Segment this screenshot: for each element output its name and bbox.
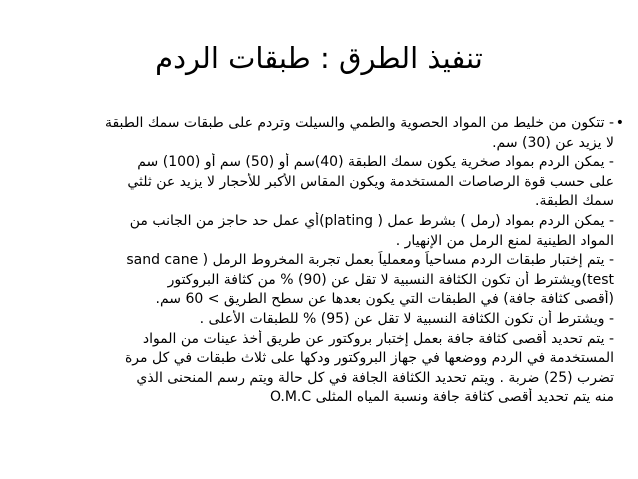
text-line: سمك الطبقة.	[535, 193, 614, 210]
slide-body	[16, 114, 624, 408]
text-line: - يمكن الردم بمواد صخرية يكون سمك الطبقة (40)سم أو (50) سم أو (100) سم	[137, 154, 614, 171]
text-line: - يتم إختبار طبقات الردم مساحياً ومعملياً بعمل تجربة المخروط الرمل ( sand cane	[126, 252, 614, 269]
text-line: منه يتم تحديد أقصى كثافة جافة ونسبة المياه المثلى O.M.C	[269, 389, 614, 406]
bullet-dot: •	[615, 115, 624, 131]
text-line: المواد الطينية لمنع الرمل من الإنهيار .	[395, 232, 614, 249]
slide-title: تنفيذ الطرق : طبقات الردم	[155, 41, 483, 75]
paragraph-testing	[16, 251, 614, 329]
paragraph-sand-fill	[16, 212, 614, 251]
paragraph-proctor	[16, 330, 614, 408]
paragraph-rock-fill	[16, 153, 614, 212]
text-line: - يتم تحديد أقصى كثافة جافة بعمل إختبار بروكتور عن طريق أخذ عينات من المواد	[142, 330, 614, 347]
text-line: لا يزيد عن (30) سم.	[492, 134, 614, 151]
paragraph-layer-composition	[16, 114, 614, 153]
text-line: - يمكن الردم بمواد (رمل ) بشرط عمل ( plating)أي عمل حد حاجز من الجانب من	[129, 212, 614, 229]
text-line: - ويشترط أن تكون الكثافة النسبية لا تقل عن (95) % للطبقات الأعلى .	[199, 310, 614, 327]
text-line: تضرب (25) ضربة . ويتم تحديد الكثافة الجافة في كل حالة ويتم رسم المنحنى الذي	[136, 369, 614, 386]
text-line: (أقصى كثافة جافة) في الطبقات التي يكون بعدها عن سطح الطريق > 60 سم.	[155, 291, 614, 308]
text-line: - تتكون من خليط من المواد الحصوية والطمي والسيلت وتردم على طبقات سمك الطبقة	[104, 115, 614, 131]
text-line: على حسب قوة الرصاصات المستخدمة ويكون المقاس الأكبر للأحجار لا يزيد عن ثلثي	[127, 173, 614, 190]
text-line: المستخدمة في الردم ووضعها في جهاز البروكتور ودكها على ثلاث طبقات في كل مرة	[124, 350, 614, 367]
text-line: test)ويشترط أن تكون الكثافة النسبية لا تقل عن (90) % من كثافة البروكتور	[167, 271, 614, 288]
